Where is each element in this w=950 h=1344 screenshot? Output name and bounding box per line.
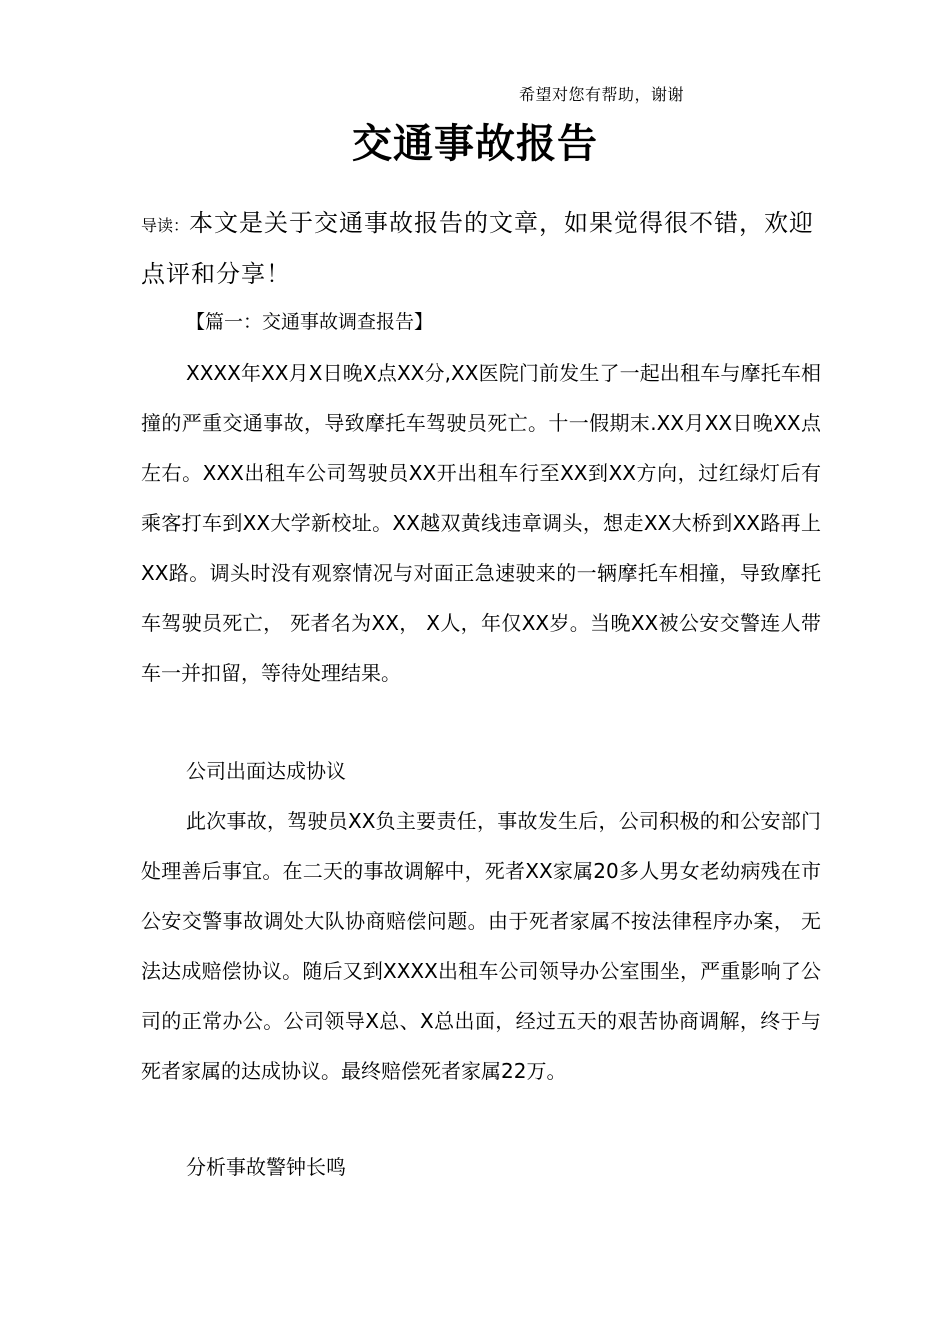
header-note: 希望对您有帮助，谢谢	[519, 85, 685, 104]
section-heading: 【篇一：交通事故调查报告】	[186, 311, 434, 333]
intro-text: 本文是关于交通事故报告的文章，如果觉得很不错，欢迎点评和分享！	[141, 209, 815, 288]
body-paragraph-accident-description: XXXX年XX月X日晚X点XX分,XX医院门前发生了一起出租车与摩托车相撞的严重交通事故，导致摩托车驾驶员死亡。十一假期末.XX月XX日晚XX点左右。XXX出租车公司驾驶员XX开出租车行至XX到XX方向，过红绿灯后有乘客打车到XX大学新校址。XX越双黄线违章调头，想走XX大桥到XX路再上XX路。调头时没有观察情况与对面正急速驶来的一辆摩托车相撞，导致摩托车驾驶员死亡， 死者名为XX， X人，年仅XX岁。当晚XX被公安交警连人带车一并扣留，等待处理结果。	[141, 361, 821, 685]
intro-label: 导读：	[141, 216, 190, 235]
document-title: 交通事故报告	[352, 121, 598, 167]
intro-paragraph	[141, 199, 831, 298]
subheading-agreement: 公司出面达成协议	[186, 759, 346, 783]
subheading-analysis: 分析事故警钟长鸣	[186, 1155, 346, 1179]
body-paragraph-settlement: 此次事故，驾驶员XX负主要责任，事故发生后，公司积极的和公安部门处理善后事宜。在二天的事故调解中，死者XX家属20多人男女老幼病残在市公安交警事故调处大队协商赔偿问题。由于死者家属不按法律程序办案， 无法达成赔偿协议。随后又到XXXX出租车公司领导办公室围坐，严重影响了公司的正常办公。公司领导X总、X总出面，经过五天的艰苦协商调解，终于与死者家属的达成协议。最终赔偿死者家属22万。	[141, 809, 821, 1083]
